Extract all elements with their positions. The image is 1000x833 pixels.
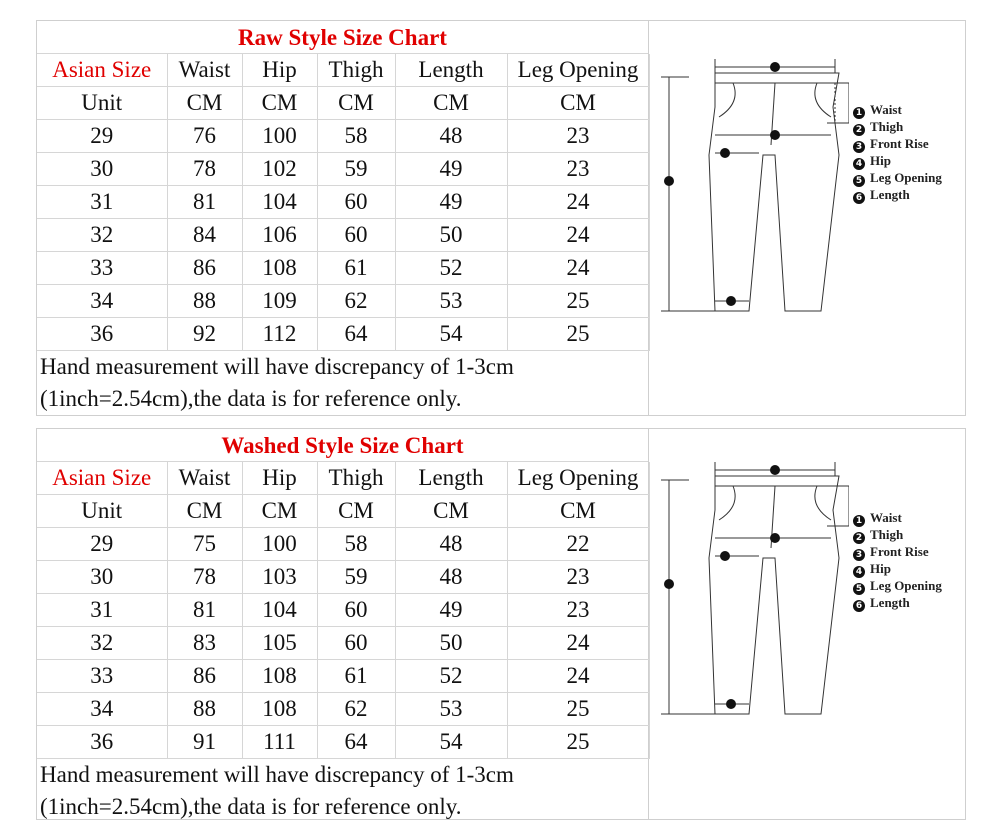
table-cell: 60 — [317, 627, 395, 660]
table-cell: 59 — [317, 153, 395, 186]
legend-label: Hip — [870, 561, 891, 576]
raw-size-chart — [36, 20, 966, 416]
table-cell: 64 — [317, 318, 395, 351]
legend-label: Waist — [870, 102, 902, 117]
table-cell: Thigh — [317, 54, 395, 87]
legend-item — [853, 543, 942, 560]
table-cell: 108 — [242, 252, 317, 285]
legend-label: Hip — [870, 153, 891, 168]
table-cell: 29 — [37, 120, 167, 153]
table-cell: Hip — [242, 54, 317, 87]
table-cell: 23 — [507, 120, 649, 153]
table-cell: Waist — [167, 462, 242, 495]
table-cell: 61 — [317, 660, 395, 693]
number-badge-icon: 6 — [853, 192, 865, 204]
number-badge-icon: 6 — [853, 600, 865, 612]
legend-label: Length — [870, 595, 910, 610]
table-cell: 60 — [317, 594, 395, 627]
raw-note-line-1: Hand measurement will have discrepancy of 1-3cm — [40, 354, 514, 379]
table-cell: 58 — [317, 528, 395, 561]
washed-size-table — [37, 429, 649, 819]
legend-label: Leg Opening — [870, 578, 942, 593]
raw-table-body — [37, 54, 649, 351]
legend-label: Thigh — [870, 119, 904, 134]
table-cell: 108 — [242, 693, 317, 726]
table-cell: 25 — [507, 318, 649, 351]
number-badge-icon: 2 — [853, 124, 865, 136]
table-cell: 36 — [37, 318, 167, 351]
legend-item — [853, 101, 942, 118]
table-cell: 33 — [37, 252, 167, 285]
table-cell: 105 — [242, 627, 317, 660]
number-badge-icon: 4 — [853, 566, 865, 578]
table-cell: 31 — [37, 594, 167, 627]
table-cell: Waist — [167, 54, 242, 87]
washed-table-body — [37, 462, 649, 759]
table-cell: 48 — [395, 120, 507, 153]
table-cell: 81 — [167, 594, 242, 627]
table-cell: 25 — [507, 693, 649, 726]
table-row — [37, 120, 649, 153]
legend-item — [853, 169, 942, 186]
table-cell: 102 — [242, 153, 317, 186]
table-cell: 29 — [37, 528, 167, 561]
table-cell: 104 — [242, 186, 317, 219]
table-cell: Leg Opening — [507, 462, 649, 495]
legend-item — [853, 152, 942, 169]
raw-table-grid — [37, 54, 650, 351]
table-row — [37, 627, 649, 660]
table-cell: Leg Opening — [507, 54, 649, 87]
table-cell: Unit — [37, 495, 167, 528]
table-cell: Unit — [37, 87, 167, 120]
table-cell: 106 — [242, 219, 317, 252]
table-cell: 30 — [37, 153, 167, 186]
table-header-row — [37, 54, 649, 87]
legend-item — [853, 526, 942, 543]
table-cell: Length — [395, 462, 507, 495]
table-cell: 52 — [395, 660, 507, 693]
table-cell: 53 — [395, 693, 507, 726]
table-cell: 58 — [317, 120, 395, 153]
table-cell: 78 — [167, 153, 242, 186]
table-row — [37, 252, 649, 285]
table-cell: CM — [395, 87, 507, 120]
legend-item — [853, 118, 942, 135]
table-cell: 86 — [167, 252, 242, 285]
table-cell: 32 — [37, 219, 167, 252]
table-cell: CM — [167, 495, 242, 528]
table-cell: 25 — [507, 285, 649, 318]
table-cell: 23 — [507, 594, 649, 627]
table-cell: 49 — [395, 594, 507, 627]
legend-item — [853, 577, 942, 594]
table-cell: 33 — [37, 660, 167, 693]
table-row — [37, 594, 649, 627]
table-cell: 54 — [395, 726, 507, 759]
table-cell: 24 — [507, 219, 649, 252]
washed-note-line-1: Hand measurement will have discrepancy of 1-3cm — [40, 762, 514, 787]
number-badge-icon: 3 — [853, 141, 865, 153]
table-row — [37, 219, 649, 252]
raw-note-line-2: (1inch=2.54cm),the data is for reference only. — [40, 386, 462, 411]
table-row — [37, 693, 649, 726]
table-row — [37, 318, 649, 351]
number-badge-icon: 3 — [853, 549, 865, 561]
table-cell: Hip — [242, 462, 317, 495]
table-cell: 23 — [507, 561, 649, 594]
legend-item — [853, 509, 942, 526]
table-cell: 49 — [395, 153, 507, 186]
table-row — [37, 561, 649, 594]
legend-label: Leg Opening — [870, 170, 942, 185]
table-cell: 100 — [242, 120, 317, 153]
table-cell: CM — [167, 87, 242, 120]
table-cell: 83 — [167, 627, 242, 660]
table-cell: 50 — [395, 219, 507, 252]
number-badge-icon: 5 — [853, 583, 865, 595]
table-row — [37, 153, 649, 186]
table-cell: Asian Size — [37, 462, 167, 495]
table-cell: 91 — [167, 726, 242, 759]
table-cell: 30 — [37, 561, 167, 594]
number-badge-icon: 1 — [853, 515, 865, 527]
table-cell: 23 — [507, 153, 649, 186]
table-cell: 64 — [317, 726, 395, 759]
raw-size-table — [37, 21, 649, 415]
table-cell: 86 — [167, 660, 242, 693]
table-cell: 36 — [37, 726, 167, 759]
table-row — [37, 660, 649, 693]
legend-label: Thigh — [870, 527, 904, 542]
table-cell: CM — [317, 87, 395, 120]
table-cell: 34 — [37, 285, 167, 318]
table-cell: 112 — [242, 318, 317, 351]
table-cell: 81 — [167, 186, 242, 219]
table-cell: 24 — [507, 660, 649, 693]
washed-size-chart — [36, 428, 966, 820]
table-cell: 52 — [395, 252, 507, 285]
table-cell: 24 — [507, 252, 649, 285]
table-cell: 109 — [242, 285, 317, 318]
table-cell: 88 — [167, 693, 242, 726]
washed-note-line-2: (1inch=2.54cm),the data is for reference only. — [40, 794, 462, 819]
table-cell: 62 — [317, 285, 395, 318]
table-row — [37, 726, 649, 759]
legend-label: Length — [870, 187, 910, 202]
legend-item — [853, 135, 942, 152]
table-cell: 75 — [167, 528, 242, 561]
legend-label: Waist — [870, 510, 902, 525]
table-cell: 111 — [242, 726, 317, 759]
table-cell: CM — [507, 495, 649, 528]
table-row — [37, 528, 649, 561]
table-cell: CM — [242, 495, 317, 528]
table-cell: 84 — [167, 219, 242, 252]
table-cell: 25 — [507, 726, 649, 759]
table-cell: CM — [395, 495, 507, 528]
raw-pants-diagram — [649, 21, 965, 415]
table-header-row — [37, 462, 649, 495]
legend-label: Front Rise — [870, 544, 929, 559]
table-cell: 32 — [37, 627, 167, 660]
raw-chart-title: Raw Style Size Chart — [37, 21, 648, 54]
number-badge-icon: 4 — [853, 158, 865, 170]
table-cell: 88 — [167, 285, 242, 318]
table-cell: 104 — [242, 594, 317, 627]
table-cell: 49 — [395, 186, 507, 219]
table-cell: 108 — [242, 660, 317, 693]
table-cell: 60 — [317, 186, 395, 219]
table-cell: 48 — [395, 528, 507, 561]
table-cell: 54 — [395, 318, 507, 351]
table-cell: 50 — [395, 627, 507, 660]
table-cell: CM — [242, 87, 317, 120]
table-cell: 103 — [242, 561, 317, 594]
table-cell: CM — [507, 87, 649, 120]
washed-pants-diagram — [649, 429, 965, 819]
washed-chart-title: Washed Style Size Chart — [37, 429, 648, 462]
pants-measurement-icon — [649, 51, 849, 351]
table-cell: 22 — [507, 528, 649, 561]
legend-item — [853, 186, 942, 203]
table-cell: 24 — [507, 186, 649, 219]
table-cell: 100 — [242, 528, 317, 561]
table-row — [37, 285, 649, 318]
table-cell: Thigh — [317, 462, 395, 495]
table-cell: 61 — [317, 252, 395, 285]
table-cell: Asian Size — [37, 54, 167, 87]
table-cell: 78 — [167, 561, 242, 594]
table-cell: Length — [395, 54, 507, 87]
table-cell: 92 — [167, 318, 242, 351]
legend-item — [853, 594, 942, 611]
table-cell: 76 — [167, 120, 242, 153]
table-cell: 31 — [37, 186, 167, 219]
table-cell: CM — [317, 495, 395, 528]
legend-label: Front Rise — [870, 136, 929, 151]
table-cell: 48 — [395, 561, 507, 594]
washed-table-grid — [37, 462, 650, 759]
table-unit-row — [37, 495, 649, 528]
number-badge-icon: 2 — [853, 532, 865, 544]
table-cell: 34 — [37, 693, 167, 726]
table-row — [37, 186, 649, 219]
number-badge-icon: 5 — [853, 175, 865, 187]
table-cell: 60 — [317, 219, 395, 252]
table-cell: 62 — [317, 693, 395, 726]
legend-item — [853, 560, 942, 577]
washed-diagram-legend — [853, 509, 942, 611]
table-cell: 53 — [395, 285, 507, 318]
table-cell: 24 — [507, 627, 649, 660]
table-unit-row — [37, 87, 649, 120]
raw-diagram-legend — [853, 101, 942, 203]
table-cell: 59 — [317, 561, 395, 594]
number-badge-icon: 1 — [853, 107, 865, 119]
pants-measurement-icon — [649, 454, 849, 754]
